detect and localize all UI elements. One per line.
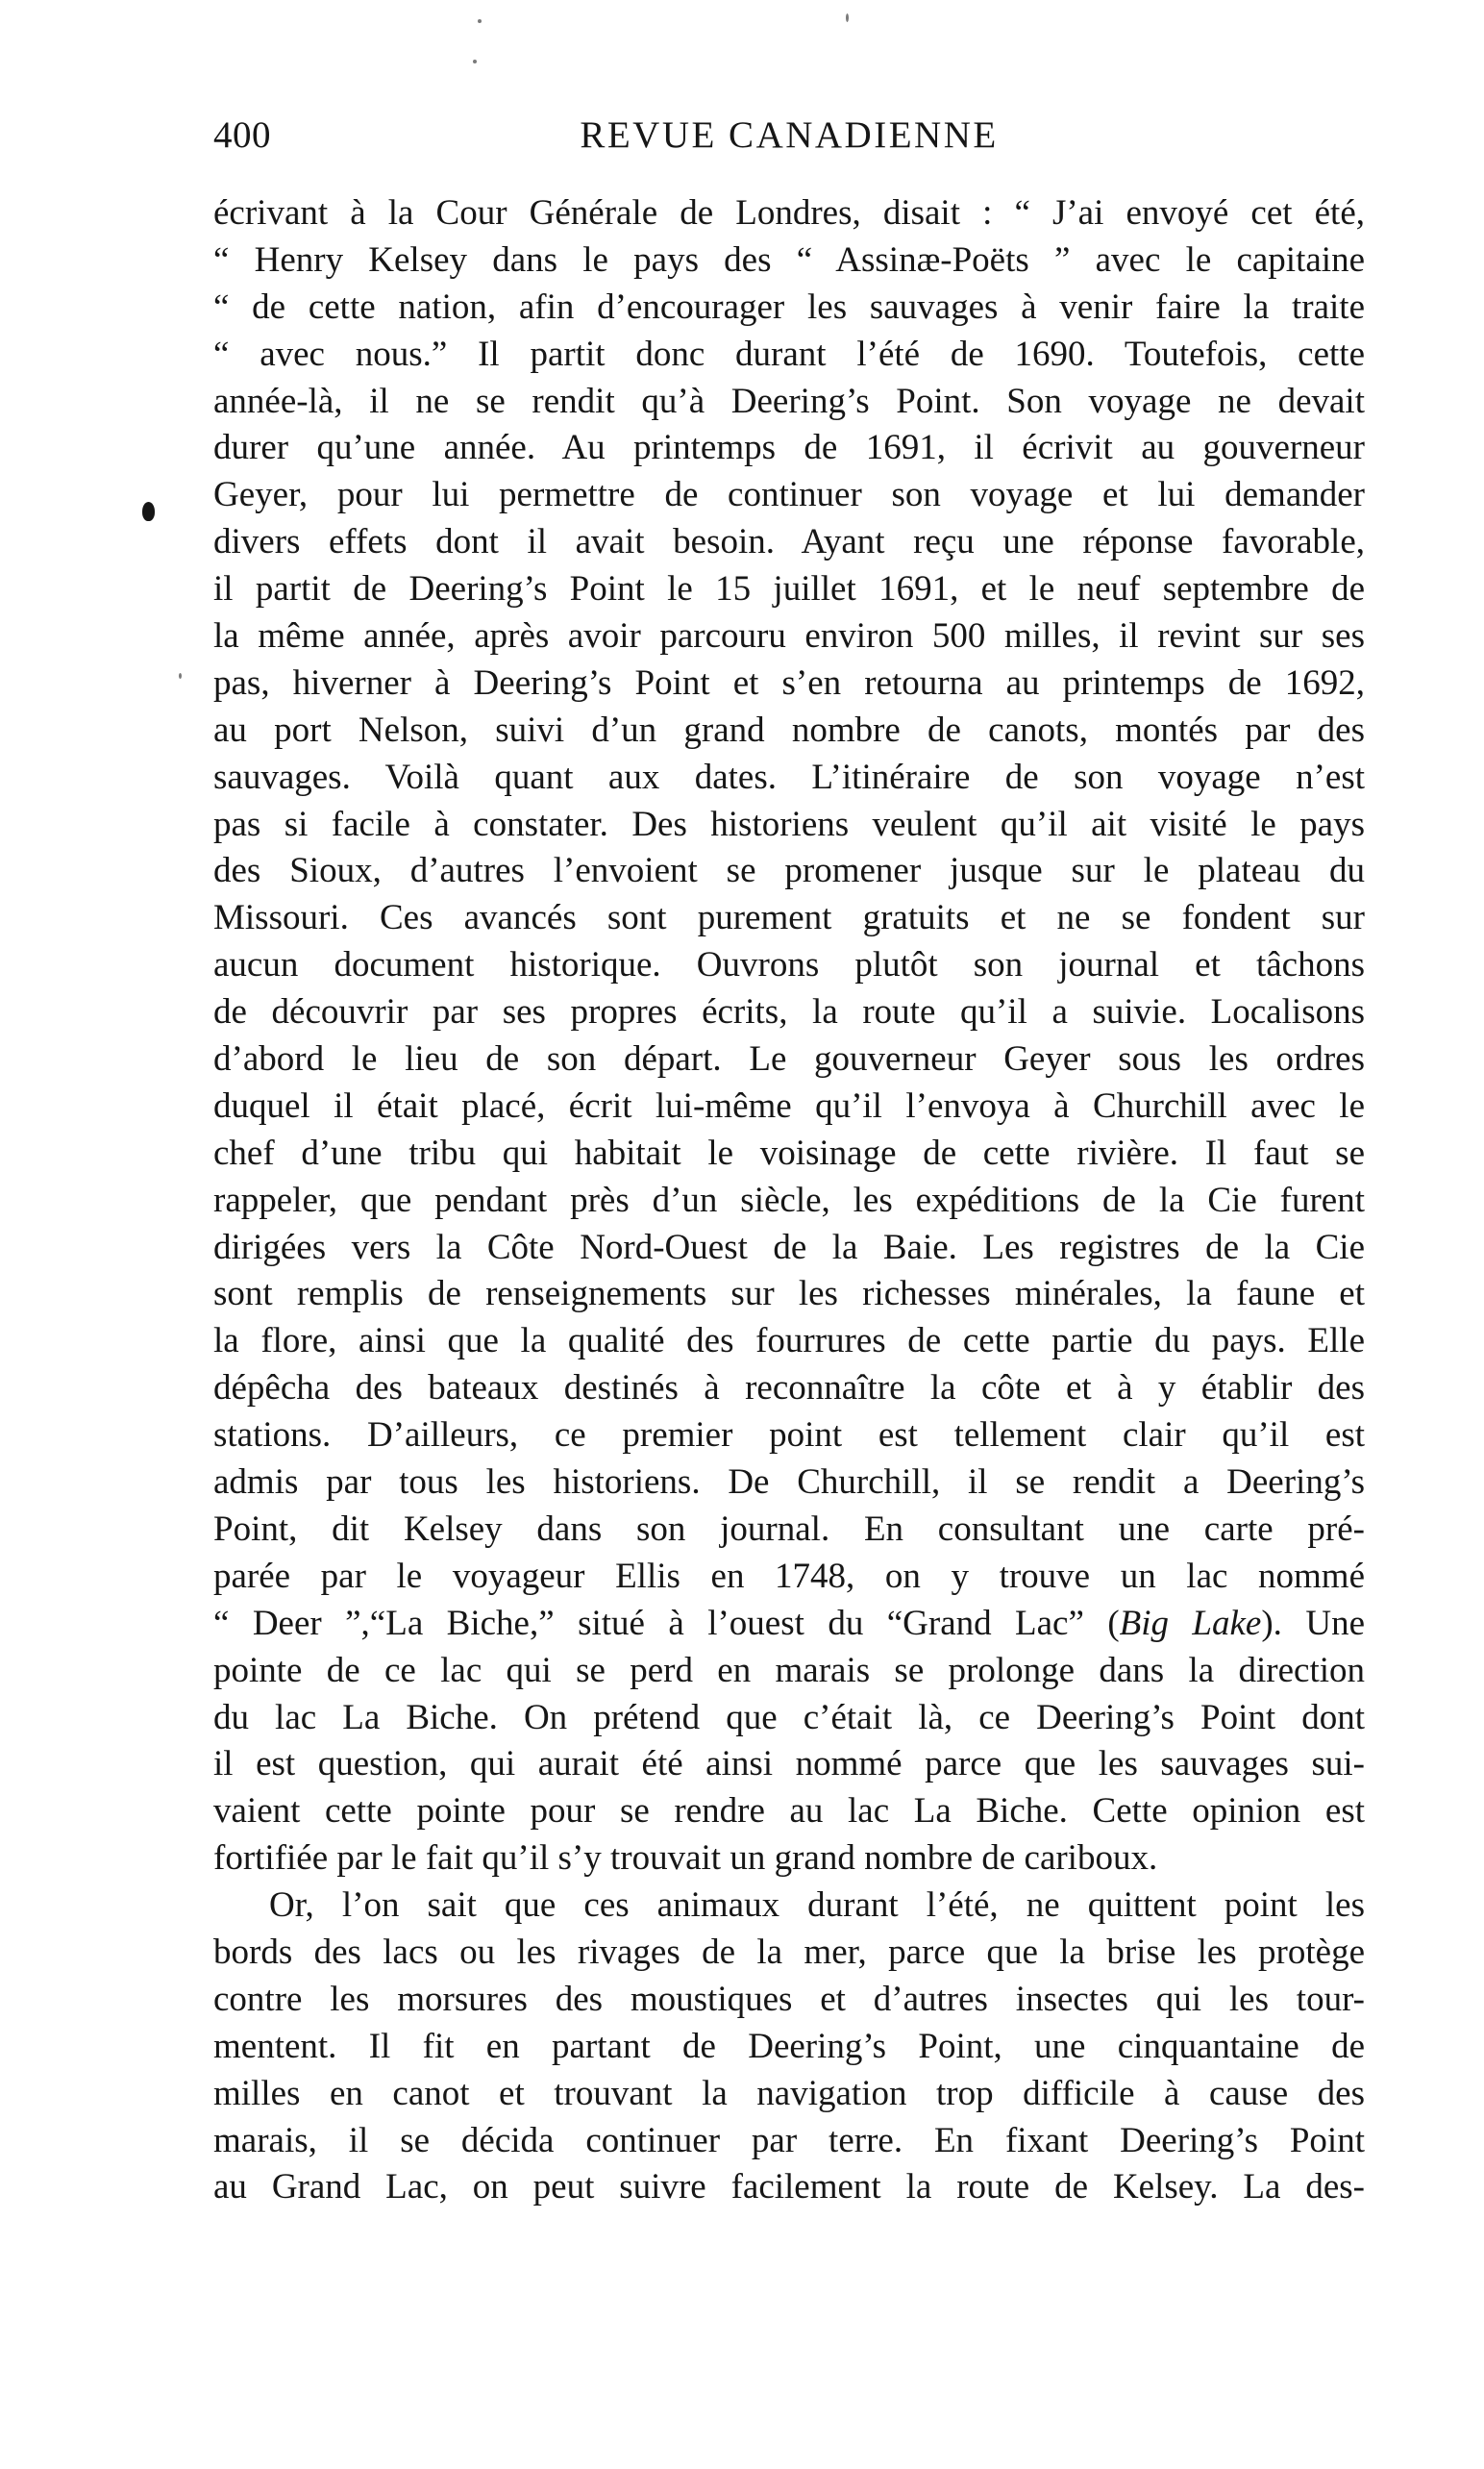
text-line: Missouri. Ces avancés sont purement gratuits et ne se fondent sur (213, 898, 1365, 938)
body-text (213, 190, 1365, 2211)
text-line: “ Deer ”,“La Biche,” situé à l’ouest du “Grand Lac” (Big Lake). Une (213, 1603, 1365, 1643)
text-line: rappeler, que pendant près d’un siècle, les expéditions de la Cie furent (213, 1180, 1365, 1220)
text-line: divers effets dont il avait besoin. Ayant reçu une réponse favorable, (213, 522, 1365, 562)
text-line: pas, hiverner à Deering’s Point et s’en retourna au printemps de 1692, (213, 662, 1365, 703)
text-line: des Sioux, d’autres l’envoient se promener jusque sur le plateau du (213, 851, 1365, 891)
text-line: mentent. Il fit en partant de Deering’s Point, une cinquantaine de (213, 2026, 1365, 2066)
text-line: aucun document historique. Ouvrons plutôt son journal et tâchons (213, 945, 1365, 985)
paper-speck (846, 13, 849, 22)
text-line: chef d’une tribu qui habitait le voisinage de cette rivière. Il faut se (213, 1133, 1365, 1173)
text-line: bords des lacs ou les rivages de la mer, parce que la brise les protège (213, 1932, 1365, 1972)
text-line: Point, dit Kelsey dans son journal. En consultant une carte pré- (213, 1509, 1365, 1549)
text-line: “ de cette nation, afin d’encourager les sauvages à venir faire la traite (213, 287, 1365, 327)
text-line: vaient cette pointe pour se rendre au lac La Biche. Cette opinion est (213, 1791, 1365, 1832)
text-line: “ Henry Kelsey dans le pays des “ Assinæ-Poëts ” avec le capitaine (213, 239, 1365, 280)
text-line: durer qu’une année. Au printemps de 1691, il écrivit au gouverneur (213, 428, 1365, 468)
text-line: la même année, après avoir parcouru environ 500 milles, il revint sur ses (213, 616, 1365, 657)
paragraph-last-line: fortifiée par le fait qu’il s’y trouvait un grand nombre de cariboux. (213, 1838, 1158, 1879)
text-line: il est question, qui aurait été ainsi nommé parce que les sauvages sui- (213, 1744, 1365, 1784)
text-line: stations. D’ailleurs, ce premier point est tellement clair qu’il est (213, 1415, 1365, 1456)
paragraph-first-line: Or, l’on sait que ces animaux durant l’été, ne quittent point les (269, 1885, 1365, 1926)
text-line: année-là, il ne se rendit qu’à Deering’s Point. Son voyage ne devait (213, 381, 1365, 421)
text-line: la flore, ainsi que la qualité des fourrures de cette partie du pays. Elle (213, 1321, 1365, 1361)
text-line: dépêcha des bateaux destinés à reconnaître la côte et à y établir des (213, 1368, 1365, 1409)
page-number: 400 (213, 114, 271, 156)
text-line: “ avec nous.” Il partit donc durant l’été de 1690. Toutefois, cette (213, 334, 1365, 374)
text-line: de découvrir par ses propres écrits, la route qu’il a suivie. Localisons (213, 992, 1365, 1033)
paper-speck (179, 673, 182, 679)
text-line: Geyer, pour lui permettre de continuer son voyage et lui demander (213, 475, 1365, 515)
text-line: pas si facile à constater. Des historiens veulent qu’il ait visité le pays (213, 804, 1365, 844)
text-line: contre les morsures des moustiques et d’autres insectes qui les tour- (213, 1979, 1365, 2019)
text-line: milles en canot et trouvant la navigation trop difficile à cause des (213, 2073, 1365, 2113)
running-title: REVUE CANADIENNE (580, 114, 999, 156)
text-line: marais, il se décida continuer par terre. En fixant Deering’s Point (213, 2120, 1365, 2160)
text-line: écrivant à la Cour Générale de Londres, disait : “ J’ai envoyé cet été, (213, 193, 1365, 233)
text-line: dirigées vers la Côte Nord-Ouest de la Baie. Les registres de la Cie (213, 1227, 1365, 1267)
text-line: d’abord le lieu de son départ. Le gouverneur Geyer sous les ordres (213, 1039, 1365, 1080)
text-line: il partit de Deering’s Point le 15 juillet 1691, et le neuf septembre de (213, 569, 1365, 610)
text-line: du lac La Biche. On prétend que c’était là, ce Deering’s Point dont (213, 1697, 1365, 1737)
text-line: au port Nelson, suivi d’un grand nombre de canots, montés par des (213, 710, 1365, 750)
text-line: duquel il était placé, écrit lui-même qu’il l’envoya à Churchill avec le (213, 1085, 1365, 1126)
text-line: parée par le voyageur Ellis en 1748, on y trouve un lac nommé (213, 1556, 1365, 1596)
text-line: sauvages. Voilà quant aux dates. L’itinéraire de son voyage n’est (213, 757, 1365, 797)
text-line: sont remplis de renseignements sur les richesses minérales, la faune et (213, 1274, 1365, 1314)
paper-speck (478, 19, 482, 23)
text-line: au Grand Lac, on peut suivre facilement la route de Kelsey. La des- (213, 2167, 1365, 2207)
italic-title: Big Lake (1119, 1603, 1262, 1643)
margin-ink-mark (142, 502, 155, 521)
text-line: pointe de ce lac qui se perd en marais se prolonge dans la direction (213, 1650, 1365, 1690)
page-header (213, 113, 1365, 167)
text-line: admis par tous les historiens. De Churchill, il se rendit a Deering’s (213, 1462, 1365, 1503)
paper-speck (473, 60, 477, 63)
